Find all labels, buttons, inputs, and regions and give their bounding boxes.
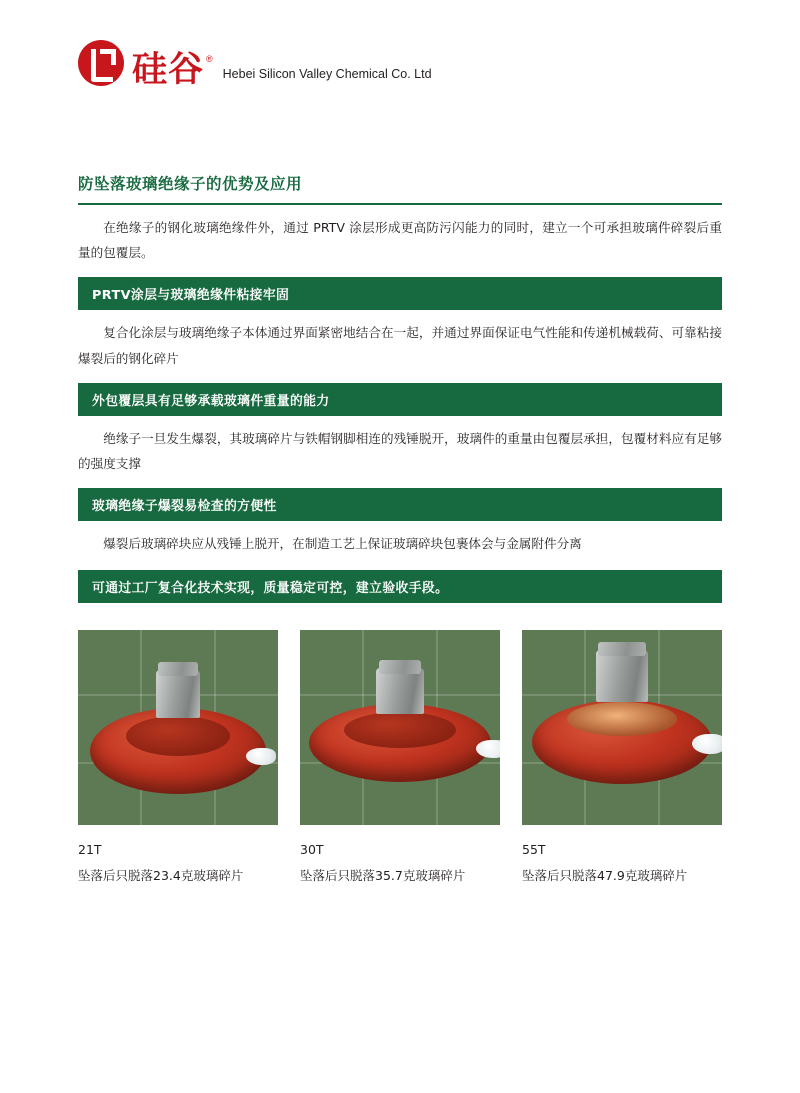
registered-trademark-icon: ®: [206, 54, 213, 64]
figure-30t: [300, 630, 500, 884]
figure-caption-desc: 坠落后只脱落47.9克玻璃碎片: [522, 868, 688, 883]
product-photo-55t: [522, 630, 722, 825]
page-title: 防坠落玻璃绝缘子的优势及应用: [78, 172, 722, 205]
silicon-valley-logo-icon: [78, 40, 124, 86]
section-bar-2: 外包覆层具有足够承载玻璃件重量的能力: [78, 383, 722, 416]
section-text-1: 复合化涂层与玻璃绝缘子本体通过界面紧密地结合在一起，并通过界面保证电气性能和传递机械载荷、可靠粘接爆裂后的钢化碎片: [78, 325, 722, 366]
main-content: [78, 172, 722, 605]
company-logo: [78, 40, 432, 90]
figure-caption-title: 55T: [522, 842, 546, 857]
section-bar-3: 玻璃绝缘子爆裂易检查的方便性: [78, 488, 722, 521]
figure-caption-desc: 坠落后只脱落35.7克玻璃碎片: [300, 868, 466, 883]
figure-caption-title: 30T: [300, 842, 324, 857]
product-figures: [78, 630, 722, 884]
figure-caption-desc: 坠落后只脱落23.4克玻璃碎片: [78, 868, 244, 883]
section-text-2: 绝缘子一旦发生爆裂，其玻璃碎片与铁帽钢脚相连的残锤脱开，玻璃件的重量由包覆层承担，包覆材料应有足够的强度支撑: [78, 430, 722, 471]
section-bar-1: PRTV涂层与玻璃绝缘件粘接牢固: [78, 277, 722, 310]
section-text-3: 爆裂后玻璃碎块应从残锤上脱开，在制造工艺上保证玻璃碎块包裹体会与金属附件分离: [103, 536, 582, 552]
page-header: [0, 0, 800, 120]
section-bar-closing: 可通过工厂复合化技术实现，质量稳定可控，建立验收手段。: [78, 570, 722, 603]
figure-55t: [522, 630, 722, 884]
figure-21t: [78, 630, 278, 884]
logo-english-name: Hebei Silicon Valley Chemical Co. Ltd: [222, 67, 432, 81]
product-photo-21t: [78, 630, 278, 825]
logo-chinese-name: 硅谷: [132, 50, 205, 90]
intro-paragraph: 在绝缘子的钢化玻璃绝缘件外，通过 PRTV 涂层形成更高防污闪能力的同时，建立一个可承担玻璃件碎裂后重量的包覆层。: [78, 220, 722, 261]
figure-caption-title: 21T: [78, 842, 102, 857]
product-photo-30t: [300, 630, 500, 825]
